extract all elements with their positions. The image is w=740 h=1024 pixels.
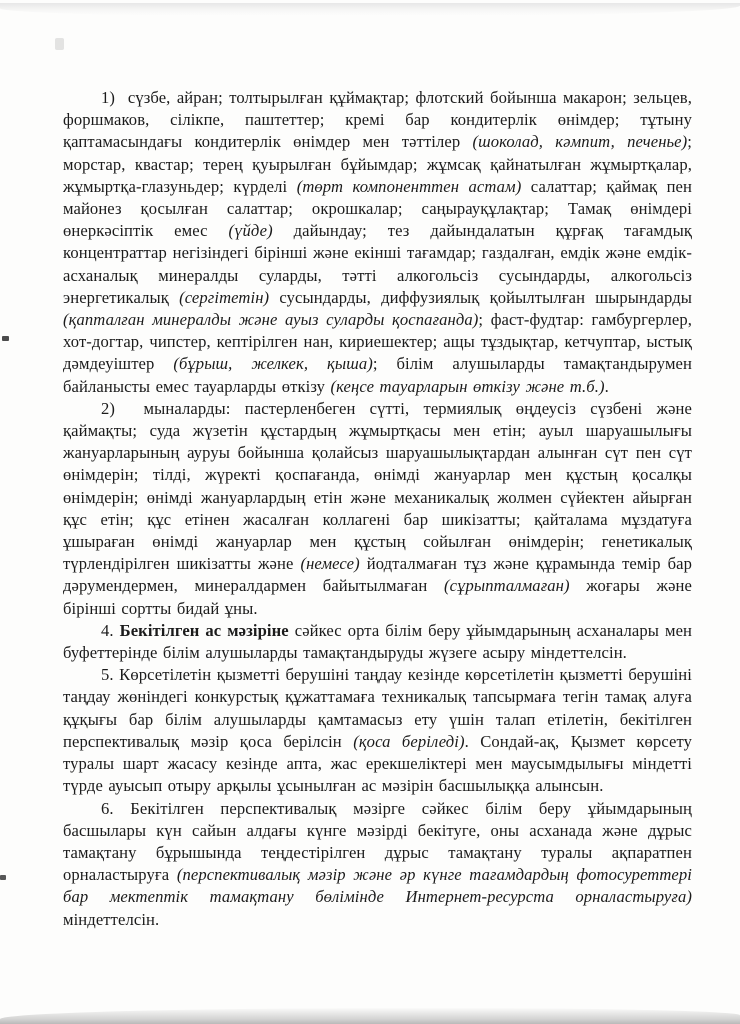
text-run: (қапталған минералды және ауыз суларды қоспағанда): [63, 310, 479, 330]
text-run: Бекітілген ас мәзіріне: [119, 620, 289, 640]
text-run: (перспективалық мәзір және әр күнге тағамдардың фотосуреттері бар мектептік тамақтану бөлімінде Интернет-ресурста орналастыруға): [63, 865, 692, 907]
text-run: (қоса беріледі): [353, 731, 465, 751]
text-run: йодталмаған тұз және құрамында темір бар дәрумендермен, минералдармен байытылмаған: [63, 554, 692, 596]
text-run: міндеттелсін.: [63, 909, 160, 929]
text-run: . Сондай-ақ, Қызмет көрсету туралы шарт жасасу кезінде апта, жас ерекшеліктері мен маусымдылығы міндетті түрде ауысып отыру арқылы ұсынылған ас мәзірін басшылыққа алынсын.: [63, 731, 692, 796]
text-run: 5. Көрсетілетін қызметті берушіні таңдау кезінде көрсетілетін қызметті берушіні таңдау жөніндегі конкурстық құжаттамаға техникалық тапсырмаға тегін тамақ алуға құқығы бар білім алушыларды қамтамасыз ету үшін талап етілетін, бекітілген перспективалық мәзір қоса берілсін: [63, 665, 692, 751]
scan-artifact-speck: [0, 875, 6, 880]
text-run: салаттар; қаймақ пен майонез қосылған салаттар; окрошкалар; саңырауқұлақтар; Тамақ өнімдері өнеркәсіптік емес: [63, 176, 693, 241]
text-run: 1) сүзбе, айран; толтырылған құймақтар; флотский бойынша макарон; зельцев, форшмаков, сілікпе, паштеттер; кремі бар кондитерлік өнімдер; тұтыну қаптамасындағы кондитерлік өнімдер мен тәттілер: [63, 88, 692, 152]
scan-artifact-speck: [2, 336, 9, 341]
scan-edge-shadow-top: [0, 3, 740, 16]
text-run: жоғары және бірінші сортты бидай ұны.: [63, 576, 693, 618]
text-run: ; морстар, квастар; терең қуырылған бұйымдар; жұмсақ қайнатылған жұмыртқалар, жұмыртқа-глазуньдер; күрделі: [63, 132, 692, 196]
text-run: (сұрыпталмаған): [443, 576, 570, 596]
text-run: (бұрыш, желкек, қыша): [173, 354, 373, 374]
text-run: 2) мыналарды: пастерленбеген сүтті, термиялық өңдеусіз сүзбені және қаймақты; суда жүзетін құстардың жұмыртқасы мен етін; ауыл шаруашылығы жануарларының ауруы бойынша қолайсыз шаруашылықтардан алынған сүт пен сүт өнімдерін; тілді, жүректі қоспағанда, өнімді жануарлар мен құстың қосалқы өнімдерін; өнімді жануарлардың етін және механикалық жолмен сүйектен айырған құс етін; құс етінен жасалған коллагені бар шикізатты; қайталама мұздатуға ұшыраған өнімді жануарлар мен құстың сойылған өнімдерін; генетикалық түрлендірілген шикізатты және: [63, 398, 692, 574]
paragraph-item-1: [63, 87, 692, 398]
paragraph-item-2: [63, 398, 692, 620]
text-run: (төрт компоненттен астам): [296, 176, 522, 196]
scan-artifact-smudge: [55, 38, 64, 50]
text-run: (шоколад, кәмпит, печенье): [472, 132, 688, 152]
text-run: 6. Бекітілген перспективалық мәзірге сәйкес білім беру ұйымдарының басшылары күн сайын алдағы күнге мәзірді бекітуге, оны асханада және дұрыс тамақтану бұрышында теңдестірілген дұрыс тамақтану туралы ақпаратпен орналастыруға: [63, 798, 692, 885]
paragraph-item-5: [63, 664, 692, 797]
text-run: ; фаст-фудтар: гамбургерлер, хот-догтар, чипстер, кептірілген нан, кириешектер; ащы тұздықтар, кетчуптар, ыстық дәмдеуіштер: [63, 310, 692, 374]
paragraph-item-6: [63, 798, 692, 931]
text-run: сусындарды, диффузиялық қойылтылған шырындарды: [269, 287, 692, 307]
paragraph-item-4: [63, 620, 692, 664]
text-run: ; білім алушыларды тамақтандырумен байланысты емес тауарларды өткізу: [63, 354, 692, 396]
text-run: (кеңсе тауарларын өткізу және т.б.): [330, 376, 605, 396]
text-run: (немесе): [300, 554, 360, 574]
text-run: (сергітетін): [179, 287, 270, 307]
text-run: .: [604, 376, 609, 396]
document-body: [63, 87, 692, 931]
text-run: сәйкес орта білім беру ұйымдарының асханалары мен буфеттерінде білім алушыларды тамақтандыруды жүзеге асыру міндеттелсін.: [63, 620, 693, 663]
text-run: дайындау; тез дайындалатын құрғақ тағамдық концентраттар негізіндегі бірінші және екінші тағамдар; газдалған, емдік және емдік-асханалық минералды суларды, тәтті алкогольсіз сусындарды, алкогольсіз энергетикалық: [63, 221, 692, 307]
text-run: (үйде): [228, 221, 273, 241]
text-run: 4.: [101, 620, 120, 640]
scan-edge-shadow-bottom: [0, 1008, 740, 1024]
